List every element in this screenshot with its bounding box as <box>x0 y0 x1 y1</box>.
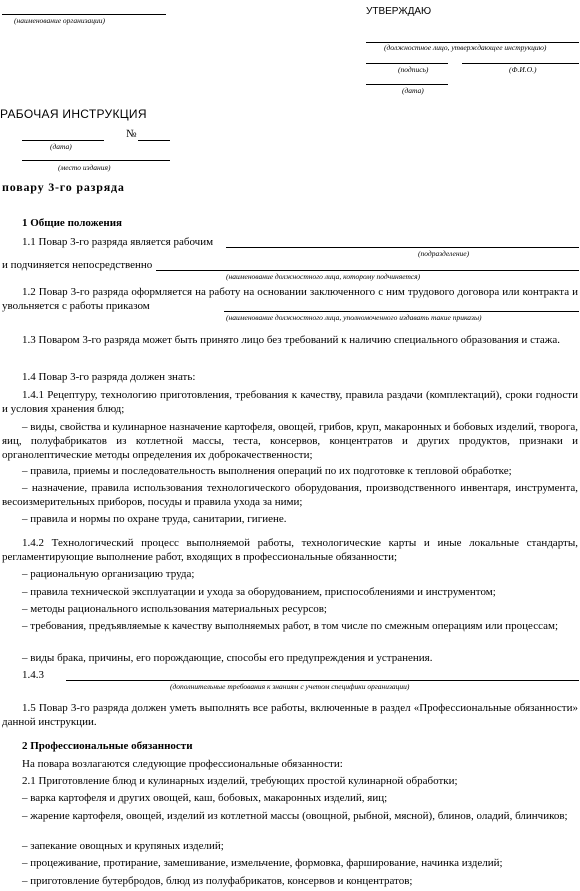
p1-1b-text: и подчиняется непосредственно <box>2 259 153 271</box>
p1-4-2-text: 1.4.2 Технологический процесс выполняемой работы, технологические карты и иные локальные стандарты, регламентирующие выполнение работ, входящих в профессиональные обязанности; <box>2 537 578 563</box>
p1-3-text: 1.3 Поваром 3-го разряда может быть принято лицо без требований к наличию специального образования и стажа. <box>22 334 561 346</box>
p1-4-1a-text: – виды, свойства и кулинарное назначение картофеля, овощей, грибов, круп, макаронных и бобовых изделий, творога, яиц, полуфабрикатов из котлетной массы, теста, консервов, концентратов и других продуктов, признаки и органолептические методы определения их доброкачественности; <box>2 421 578 461</box>
doc-date-line[interactable] <box>22 140 104 141</box>
p1-4-2d-text: – требования, предъявляемые к качеству выполняемых работ, в том числе по смежным операциям или процессам; <box>22 620 559 632</box>
p1-4-1b-text: – правила, приемы и последовательность выполнения операций по их подготовке к тепловой обработке; <box>22 465 512 477</box>
signature-line[interactable] <box>366 63 448 64</box>
p1-2-caption: (наименование должностного лица, уполномоченного издавать такие приказы) <box>226 313 482 322</box>
org-name-caption: (наименование организации) <box>14 16 106 25</box>
p2-1b-text: – жарение картофеля, овощей, изделий из котлетной массы (овощной, рыбной, мясной), блинов, оладий, блинчиков; <box>22 810 568 822</box>
doc-number-sign: № <box>126 128 137 140</box>
p2-1d-text: – процеживание, протирание, замешивание, измельчение, формовка, фарширование, начинка изделий; <box>22 857 503 869</box>
approve-date-caption: (дата) <box>402 86 424 95</box>
fio-caption: (Ф.И.О.) <box>509 65 537 74</box>
p1-2-text: 1.2 Повар 3-го разряда оформляется на работу на основании заключенного с ним трудового договора или контракта и увольняется с работы приказом <box>2 286 578 312</box>
p1-4-text: 1.4 Повар 3-го разряда должен знать: <box>22 371 196 383</box>
fio-line[interactable] <box>462 63 579 64</box>
approve-label: УТВЕРЖДАЮ <box>366 6 432 17</box>
p1-4-1c-text: – назначение, правила использования технологического оборудования, производственного инвентаря, инструмента, весоизмерительных приборов, посуды и правила ухода за ними; <box>2 482 578 508</box>
doc-number-line[interactable] <box>138 140 170 141</box>
p1-4-1-text: 1.4.1 Рецептуру, технологию приготовления, требования к качеству, правила раздачи (комплектаций), сроки годности и условия хранения блюд; <box>2 389 578 415</box>
p1-1-text: 1.1 Повар 3-го разряда является рабочим <box>22 236 214 248</box>
p1-1-line[interactable] <box>226 247 579 248</box>
place-line[interactable] <box>22 160 170 161</box>
p1-4-2e-text: – виды брака, причины, его порождающие, способы его предупреждения и устранения. <box>22 652 433 664</box>
section-1-heading: 1 Общие положения <box>22 217 122 229</box>
p1-4-1d-text: – правила и нормы по охране труда, санитарии, гигиене. <box>22 513 287 525</box>
p1-1-caption: (подразделение) <box>418 249 470 258</box>
p1-5-text: 1.5 Повар 3-го разряда должен уметь выполнять все работы, включенные в раздел «Профессиональные обязанности» данной инструкции. <box>2 702 578 728</box>
p2-1c-text: – запекание овощных и крупяных изделий; <box>22 840 224 852</box>
p1-4-3-line[interactable] <box>66 680 579 681</box>
doc-subject: повару 3-го разряда <box>2 180 125 194</box>
p1-4-2a-text: – рациональную организацию труда; <box>22 568 195 580</box>
approve-date-line[interactable] <box>366 84 448 85</box>
place-caption: (место издания) <box>58 163 111 172</box>
p1-4-3-text: 1.4.3 <box>22 669 44 681</box>
doc-title: РАБОЧАЯ ИНСТРУКЦИЯ <box>0 107 147 121</box>
s2-intro-text: На повара возлагаются следующие профессиональные обязанности: <box>22 758 343 770</box>
p1-4-2c-text: – методы рационального использования материальных ресурсов; <box>22 603 327 615</box>
p2-1-text: 2.1 Приготовление блюд и кулинарных изделий, требующих простой кулинарной обработки; <box>22 775 458 787</box>
p1-4-2b-text: – правила технической эксплуатации и ухода за оборудованием, приспособлениями и инструментом; <box>22 586 496 598</box>
approver-caption: (должностное лицо, утверждающее инструкцию) <box>384 43 547 52</box>
signature-caption: (подпись) <box>398 65 429 74</box>
p1-4-3-caption: (дополнительные требования к знаниям с учетом специфики организации) <box>170 682 410 691</box>
p1-1b-line[interactable] <box>156 270 579 271</box>
section-2-heading: 2 Профессиональные обязанности <box>22 740 193 752</box>
p1-1b-caption: (наименование должностного лица, которому подчиняется) <box>226 272 421 281</box>
p2-1a-text: – варка картофеля и других овощей, каш, бобовых, макаронных изделий, яиц; <box>22 792 388 804</box>
p1-2-line[interactable] <box>224 311 579 312</box>
org-name-line[interactable] <box>2 14 166 15</box>
doc-date-caption: (дата) <box>50 142 72 151</box>
p2-1e-text: – приготовление бутербродов, блюд из полуфабрикатов, консервов и концентратов; <box>22 875 413 887</box>
